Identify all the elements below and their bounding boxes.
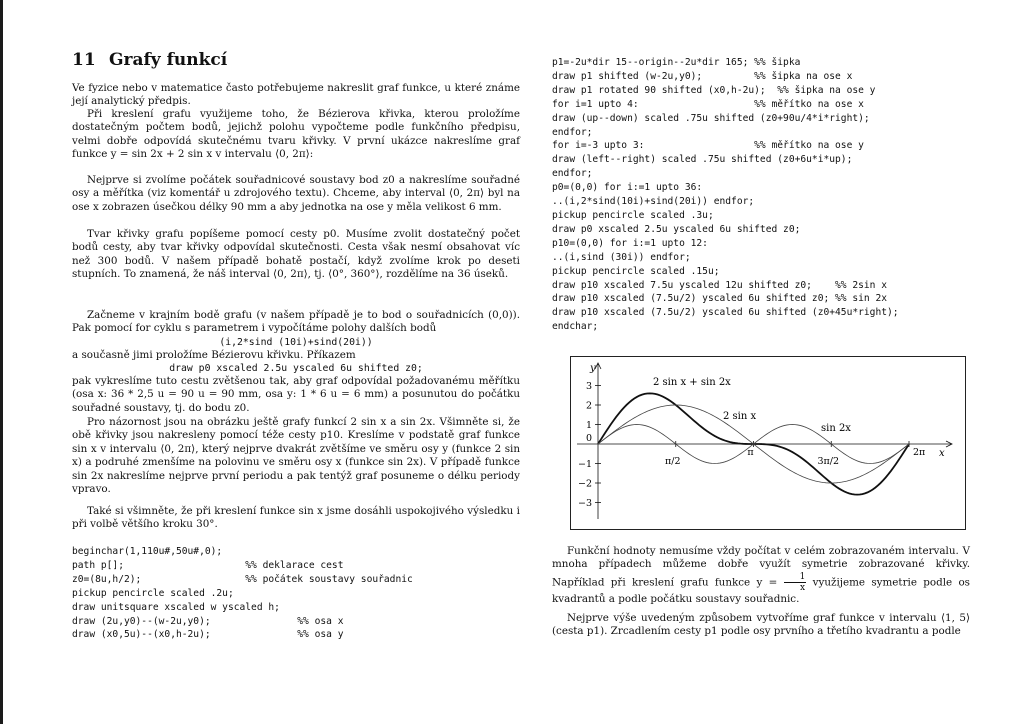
symmetry-text-b: využijeme symetrie podle os kvadrantů a podle počátku soustavy souřadnic. bbox=[552, 576, 970, 605]
y-tick-label: −3 bbox=[577, 498, 592, 509]
data-point bbox=[649, 427, 650, 428]
series-label: 2 sin x + sin 2x bbox=[653, 377, 731, 388]
data-point bbox=[727, 441, 728, 442]
code-inline-1: (i,2*sind (10i)+sind(20i)) bbox=[219, 337, 373, 348]
function-graph-figure bbox=[570, 356, 966, 530]
series-label: 2 sin x bbox=[723, 411, 757, 422]
data-point bbox=[624, 427, 625, 428]
data-point bbox=[649, 410, 650, 411]
x-tick-label: π bbox=[747, 447, 754, 458]
fraction-numerator: 1 bbox=[784, 572, 807, 583]
paragraph-start: Začneme v krajním bodě grafu (v našem případě je to bod o souřadnicích (0,0)). Pak pomocí for cyklu s parametrem i vypočítáme polohy dalších bodů bbox=[72, 309, 520, 335]
data-point bbox=[753, 444, 754, 445]
data-point bbox=[701, 460, 702, 461]
data-point bbox=[831, 483, 832, 484]
y-tick-label: 0 bbox=[585, 433, 592, 444]
data-point bbox=[831, 444, 832, 445]
x-axis-label: x bbox=[939, 448, 945, 459]
fraction-one-over-x bbox=[784, 572, 807, 593]
section-number: 11 bbox=[72, 50, 96, 70]
y-tick-label: 3 bbox=[585, 381, 592, 392]
data-point bbox=[779, 446, 780, 447]
data-point bbox=[701, 427, 702, 428]
data-point bbox=[779, 463, 780, 464]
data-point bbox=[857, 477, 858, 478]
data-point bbox=[598, 444, 599, 445]
data-point bbox=[883, 463, 884, 464]
data-point bbox=[649, 393, 650, 394]
paragraph-step: Také si všimněte, že při kreslení funkce sin x jsme dosáhli uspokojivého výsledku i při volbě většího kroku 30°. bbox=[72, 505, 520, 531]
data-point bbox=[805, 460, 806, 461]
data-point bbox=[701, 410, 702, 411]
data-point bbox=[779, 427, 780, 428]
paragraph-origin: Nejprve si zvolíme počátek souřadnicové soustavy bod z0 a nakreslíme souřadné osy a měřítka (viz komentář u zdrojového textu). Chceme, aby interval ⟨0, 2π⟩ byl na ose x zobrazen úsečkou délky 90 mm a aby jednotka na ose y měla velikost 6 mm. bbox=[72, 174, 520, 213]
data-point bbox=[805, 427, 806, 428]
code-inline-2: draw p0 xscaled 2.5u yscaled 6u shifted z0; bbox=[169, 363, 423, 374]
data-point bbox=[857, 460, 858, 461]
fraction-denominator: x bbox=[799, 582, 806, 593]
data-point bbox=[883, 480, 884, 481]
data-point bbox=[909, 444, 910, 445]
y-tick-label: −2 bbox=[577, 478, 592, 490]
y-tick-label: 1 bbox=[585, 420, 592, 431]
paragraph-scale: pak vykreslíme tuto cestu zvětšenou tak, aby graf odpovídal požadovanému měřítku (osa x: 36 * 2,5 u = 90 u = 90 mm, osa y: 1 * 6 u = 6 mm) a posunutou do počátku souřadné soustavy, tj. do bodu z0. bbox=[72, 375, 520, 414]
paragraph-symmetry bbox=[552, 545, 970, 606]
paragraph-other-graphs: Pro názornost jsou na obrázku ještě grafy funkcí 2 sin x a sin 2x. Všimněte si, že obě křivky jsou nakresleny pomocí téže cesty p10. Kreslíme v podstatě graf funkce sin x v intervalu ⟨0, 2π⟩, který nejprve dvakrát zvětšíme ve směru osy y (funkce 2 sin x) a podruhé zmenšíme na polovinu ve směru osy x (funkce sin 2x). V případě funkce sin 2x nakreslíme nejprve první periodu a pak tentýž graf posuneme o délku periody vpravo. bbox=[72, 416, 520, 496]
data-point bbox=[857, 494, 858, 495]
x-tick-label: π/2 bbox=[665, 456, 681, 467]
section-title-text: Grafy funkcí bbox=[109, 50, 228, 70]
data-point bbox=[624, 407, 625, 408]
data-point bbox=[727, 424, 728, 425]
data-point bbox=[883, 460, 884, 461]
y-axis-label: y bbox=[590, 363, 596, 374]
data-point bbox=[805, 477, 806, 478]
paragraph-bezier: Při kreslení grafu využijeme toho, že Bézierova křivka, kterou proložíme dostatečným počtem bodů, jejichž polohu vypočteme podle funkčního předpisu, velmi dobře odpovídá skutečnému tvaru křivky. V první ukázce nakreslíme graf funkce y = sin 2x + 2 sin x v intervalu ⟨0, 2π⟩: bbox=[72, 108, 520, 161]
series-label: sin 2x bbox=[821, 423, 851, 434]
paragraph-command: a současně jimi proložíme Bézierovu křivku. Příkazem bbox=[72, 349, 356, 361]
paragraph-mirror: Nejprve výše uvedeným způsobem vytvoříme graf funkce v intervalu ⟨1, 5⟩ (cesta p1). Zrcadlením cesty p1 podle osy prvního a třetího kvadrantu a podle bbox=[552, 612, 970, 638]
y-tick-label: 2 bbox=[585, 400, 592, 412]
code-block-left: beginchar(1,110u#,50u#,0); path p[]; %% deklarace cest z0=(8u,h/2); %% počátek soustavy souřadnic pickup pencircle scaled .2u; draw unitsquare xscaled w yscaled h; draw (2u,y0)--(w-2u,y0); %% osa x draw (x0,5u)--(x0,h-2u); %% osa y bbox=[72, 546, 413, 641]
function-graph bbox=[571, 357, 965, 529]
data-point bbox=[624, 424, 625, 425]
code-block-right: p1=-2u*dir 15--origin--2u*dir 165; %% šipka draw p1 shifted (w-2u,y0); %% šipka na ose x draw p1 rotated 90 shifted (x0,h-2u); %% šipka na ose y for i=1 upto 4: %% měřítko na ose x draw (up--down) scaled .75u shifted (z0+90u/4*i*right); endfor; for i=-3 upto 3: %% měřítko na ose y draw (left--right) scaled .75u shifted (z0+6u*i*up); endfor; p0=(0,0) for i:=1 upto 36: ..(i,2*sind(10i)+sind(20i)) endfor; pickup pencircle scaled .3u; draw p0 xscaled 2.5u yscaled 6u shifted z0; p10=(0,0) for i:=1 upto 12: ..(i,sind (30i)) endfor; pickup pencircle scaled .15u; draw p10 xscaled 7.5u yscaled 12u shifted z0; %% 2sin x draw p10 xscaled (7.5u/2) yscaled 6u shifted z0; %% sin 2x draw p10 xscaled (7.5u/2) yscaled 6u shifted (z0+45u*right); endchar; bbox=[552, 57, 899, 333]
data-point bbox=[727, 460, 728, 461]
data-point bbox=[675, 444, 676, 445]
symmetry-text-a: Funkční hodnoty nemusíme vždy počítat v celém zobrazovaném intervalu. V mnoha případech můžeme dobře využít symetrie zobrazované křivky. Například při kreslení grafu funkce y = bbox=[552, 545, 970, 589]
data-point bbox=[675, 405, 676, 406]
x-tick-label: 3π/2 bbox=[817, 456, 840, 467]
page-spine bbox=[0, 0, 3, 724]
paragraph-path: Tvar křivky grafu popíšeme pomocí cesty p0. Musíme zvolit dostatečný počet bodů cesty, aby tvar křivky odpovídal skutečnosti. Cesta však nesmí obsahovat víc než 300 bodů. V našem případě bohatě postačí, když zvolíme krok po deseti stupních. To znamená, že náš interval ⟨0, 2π⟩, tj. ⟨0°, 360°⟩, rozdělíme na 36 úseků. bbox=[72, 228, 520, 281]
section-title bbox=[72, 50, 227, 70]
y-tick-label: −1 bbox=[577, 459, 592, 470]
paragraph-intro: Ve fyzice nebo v matematice často potřebujeme nakreslit graf funkce, u které známe její analytický předpis. bbox=[72, 82, 520, 108]
x-tick-label: 2π bbox=[913, 447, 926, 458]
